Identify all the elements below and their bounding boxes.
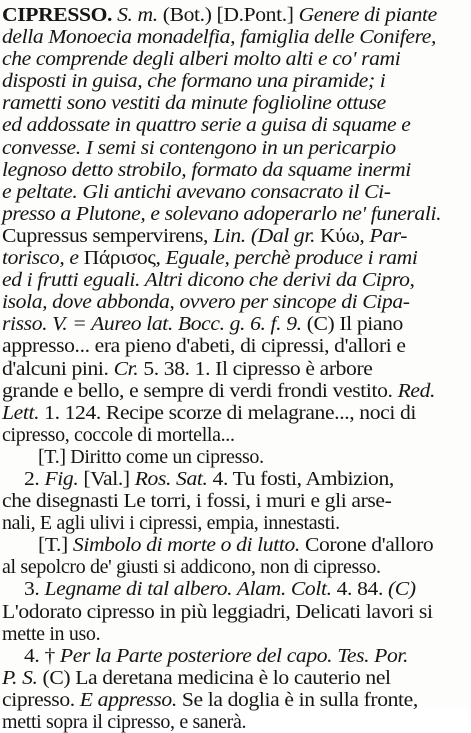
text-line	[2, 247, 464, 269]
text-segment: Cr.	[113, 357, 139, 380]
text-line	[2, 380, 464, 402]
text-line	[2, 667, 464, 689]
text-line-content	[2, 667, 391, 689]
text-segment: disposti in guisa, che formano una piramide; i	[2, 70, 386, 93]
text-segment: Se la doglia è in sulla fronte,	[176, 688, 418, 711]
text-line	[2, 358, 464, 380]
text-line-content	[2, 269, 415, 291]
text-segment: rametti sono vestiti da minute foglioline ottuse	[2, 92, 386, 115]
text-segment: Lett.	[2, 401, 40, 424]
text-segment: [T.]	[38, 534, 73, 557]
text-line	[2, 645, 464, 667]
text-line	[2, 269, 464, 291]
text-segment: Red.	[397, 379, 436, 402]
text-line	[2, 137, 464, 159]
text-segment: L'odorato cipresso in più leggiadri, Delicati lavori si	[2, 600, 433, 623]
text-line-content	[24, 468, 394, 490]
text-line-content	[2, 114, 410, 136]
text-segment: convesse. I semi si contengono in un pericarpio	[2, 136, 396, 159]
text-line-content	[2, 247, 418, 269]
text-line-content	[38, 446, 264, 468]
text-line-content	[2, 358, 373, 380]
text-line	[2, 48, 464, 70]
text-line-content	[2, 225, 407, 247]
text-line	[2, 291, 464, 313]
text-line-content	[2, 203, 441, 225]
text-segment: ed addossate in quattro serie a guisa di squame e	[2, 114, 411, 137]
text-segment: (C) La deretana medicina è lo cauterio nel	[37, 666, 391, 689]
text-segment: Lin. (Dal gr.	[213, 224, 316, 247]
text-line	[2, 92, 464, 114]
text-segment: che comprende degli alberi molto alti e co' rami	[2, 48, 401, 71]
text-segment: che disegnasti Le torri, i fossi, i muri e gli arse-	[2, 490, 392, 513]
text-segment: Legname di tal albero. Alam. Colt.	[44, 578, 332, 601]
text-segment: presso a Plutone, e solevano adoperarlo ne' funerali.	[2, 202, 442, 225]
text-line-content	[2, 48, 400, 70]
text-segment: legnoso detto strobilo, formato da squame inermi	[2, 158, 411, 181]
text-segment: 4. †	[24, 644, 60, 667]
text-line-content	[2, 601, 433, 623]
text-segment: appresso... era pieno d'abeti, di cipressi, d'allori e	[2, 335, 406, 358]
text-line-content	[2, 380, 435, 402]
text-line	[2, 4, 464, 26]
text-line	[2, 578, 464, 600]
text-line	[2, 313, 464, 335]
text-line-content	[2, 4, 437, 26]
text-line	[2, 402, 464, 424]
text-line-content	[2, 556, 381, 578]
text-line-content	[24, 578, 416, 600]
text-segment: [Val.]	[78, 467, 135, 490]
text-segment: Simbolo di morte o di lutto.	[72, 534, 300, 557]
dictionary-entry-cipresso	[2, 4, 464, 733]
text-segment: mette in uso.	[2, 622, 101, 645]
text-segment: [T.] Diritto come un cipresso.	[38, 445, 264, 468]
text-segment: 3.	[24, 578, 45, 601]
text-segment: torisco, e	[2, 247, 84, 270]
text-line	[2, 26, 464, 48]
text-segment: e peltate. Gli antichi avevano consacrato il Ci-	[2, 180, 391, 203]
text-line	[2, 225, 464, 247]
text-line-content	[2, 424, 235, 446]
text-segment: della Monoecia monadelfia, famiglia delle Conifere,	[2, 26, 437, 49]
text-line	[2, 203, 464, 225]
text-segment: d'alcuni pini.	[2, 357, 114, 380]
text-line	[2, 601, 464, 623]
text-line-content	[2, 711, 246, 733]
text-segment: Κύω	[315, 224, 360, 247]
text-line	[2, 556, 464, 578]
text-segment: risso. V. = Aureo lat. Bocc. g. 6. f. 9.	[2, 313, 302, 336]
text-segment: Corone d'alloro	[299, 534, 434, 557]
text-segment: 1. 124. Recipe scorze di melagrane..., noci di	[39, 401, 417, 424]
text-segment: al sepolcro de' giusti si addicono, non di cipresso.	[2, 556, 381, 579]
text-line	[2, 181, 464, 203]
text-segment: , Par-	[359, 224, 408, 247]
text-line	[2, 490, 464, 512]
text-line-content	[38, 534, 433, 556]
text-segment: (C)	[387, 578, 416, 601]
text-line-content	[2, 159, 411, 181]
text-segment: grande e bello, e sempre di verdi frondi vestito.	[2, 379, 398, 402]
text-segment: 5. 38. 1. Il cipresso è arbore	[138, 357, 373, 380]
text-segment: Πάρισος	[83, 247, 156, 270]
text-line	[2, 335, 464, 357]
text-line-content	[2, 490, 391, 512]
text-line-content	[2, 402, 416, 424]
text-segment: Fig.	[44, 467, 79, 490]
text-segment: cipresso, coccole di mortella...	[2, 423, 235, 446]
text-line	[2, 512, 464, 534]
text-segment: 2.	[24, 467, 45, 490]
text-line-content	[2, 70, 385, 92]
text-segment: P. S.	[2, 666, 38, 689]
text-line	[2, 623, 464, 645]
text-line	[2, 689, 464, 711]
text-segment: Cupressus sempervirens,	[2, 224, 214, 247]
text-segment: S. m.	[112, 4, 158, 26]
text-segment: E appresso.	[79, 688, 177, 711]
text-segment: nali, E agli ulivi i cipressi, empia, innestasti.	[2, 512, 340, 535]
text-line-content	[2, 181, 391, 203]
text-line-content	[2, 291, 410, 313]
text-segment: (Bot.) [D.Pont.]	[157, 4, 299, 26]
text-line-content	[2, 689, 418, 711]
text-segment: 4. Tu fosti, Ambizion,	[207, 467, 394, 490]
text-line	[2, 424, 464, 446]
text-line	[2, 468, 464, 490]
text-line-content	[24, 645, 408, 667]
text-line-content	[2, 92, 386, 114]
text-line	[2, 114, 464, 136]
text-segment: Per la Parte posteriore del capo. Tes. Por.	[59, 644, 409, 667]
text-line	[2, 711, 464, 733]
text-segment: ed i frutti eguali. Altri dicono che derivi da Cipro,	[2, 269, 415, 292]
text-segment: isola, dove abbonda, ovvero per sincope di Cipa-	[2, 291, 410, 314]
headword: CIPRESSO.	[2, 4, 113, 26]
text-segment: Ros. Sat.	[134, 467, 208, 490]
text-line	[2, 446, 464, 468]
text-segment: metti sopra il cipresso, e sanerà.	[2, 711, 247, 733]
text-line	[2, 70, 464, 92]
text-segment: 4. 84.	[331, 578, 388, 601]
text-line-content	[2, 137, 396, 159]
text-segment: , Eguale, perchè produce i rami	[155, 247, 418, 270]
text-segment: cipresso.	[2, 688, 80, 711]
text-line-content	[2, 623, 100, 645]
text-line-content	[2, 512, 340, 534]
text-segment: (C) Il piano	[301, 313, 403, 336]
text-segment: Genere di piante	[298, 4, 437, 26]
text-line-content	[2, 313, 403, 335]
text-line-content	[2, 335, 406, 357]
text-line-content	[2, 26, 436, 48]
text-line	[2, 159, 464, 181]
text-line	[2, 534, 464, 556]
